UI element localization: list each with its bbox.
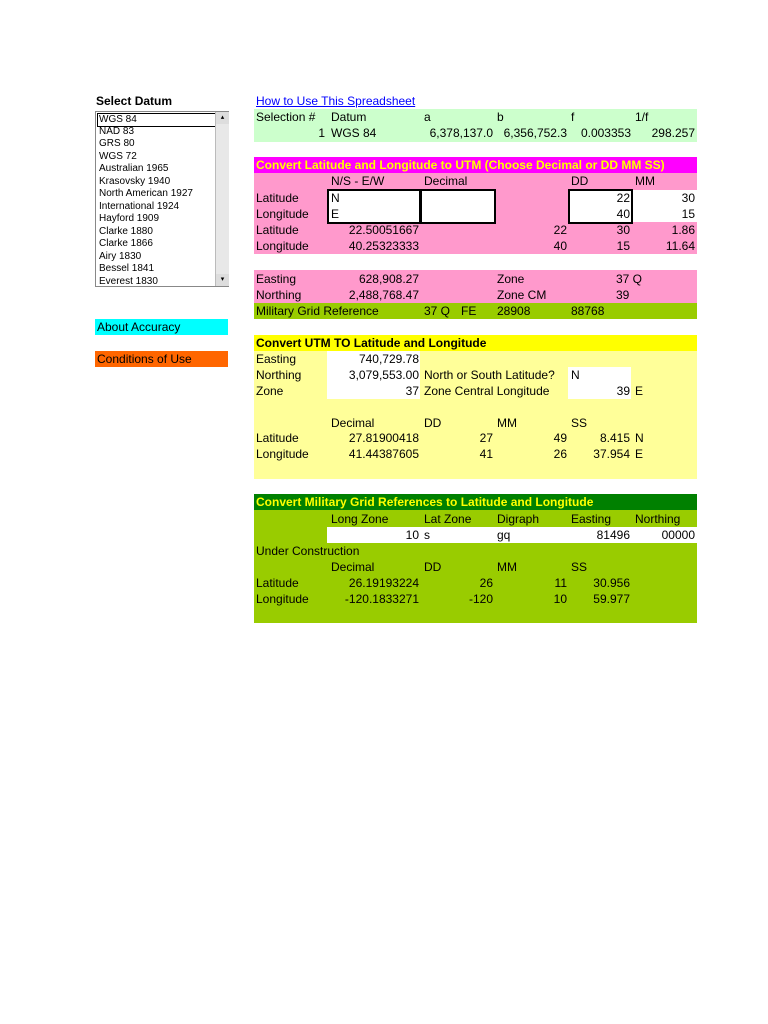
datum-option[interactable]: NAD 83 xyxy=(99,126,135,137)
datum-option[interactable]: WGS 84 xyxy=(99,114,137,125)
col-header-lat-zone: Lat Zone xyxy=(424,512,472,526)
zone-value: 37 Q xyxy=(616,272,643,286)
zone-cm-label: Zone CM xyxy=(497,288,547,302)
latitude-dd-input[interactable]: 22 xyxy=(616,191,630,205)
easting-label: Easting xyxy=(256,272,297,286)
result-longitude-dir: E xyxy=(635,447,644,461)
col-header-b: b xyxy=(497,110,504,124)
utm-to-ll-title: Convert UTM TO Latitude and Longitude xyxy=(256,336,487,350)
col-header-a: a xyxy=(424,110,431,124)
mgr-latitude-decimal: 26.19193224 xyxy=(348,576,419,590)
longitude-label: Longitude xyxy=(256,207,309,221)
longitude-decimal: 40.25323333 xyxy=(348,239,419,253)
lat-zone-input[interactable]: s xyxy=(424,528,430,542)
inverse-flattening: 298.257 xyxy=(651,126,695,140)
datum-option[interactable]: Clarke 1880 xyxy=(99,226,153,237)
longitude-ew-input[interactable]: E xyxy=(331,207,340,221)
utm-northing-label: Northing xyxy=(256,368,302,382)
col-header-f: f xyxy=(571,110,575,124)
zcl-label: Zone Central Longitude xyxy=(424,384,550,398)
longitude-ss: 11.64 xyxy=(665,239,695,253)
utm-zone-label: Zone xyxy=(256,384,284,398)
col-header-mm: MM xyxy=(635,174,655,188)
col-header-long-zone: Long Zone xyxy=(331,512,389,526)
northing-value: 2,488,768.47 xyxy=(348,288,419,302)
result-longitude-mm: 26 xyxy=(553,447,567,461)
col-header-dd: DD xyxy=(424,416,442,430)
col-header-decimal: Decimal xyxy=(424,174,468,188)
ll-to-utm-title: Convert Latitude and Longitude to UTM (Choose Decimal or DD MM SS) xyxy=(256,158,665,172)
selection-number[interactable]: 1 xyxy=(318,126,325,140)
mgr-longitude-ss: 59.977 xyxy=(593,592,630,606)
col-header-easting: Easting xyxy=(571,512,612,526)
col-header-dd: DD xyxy=(571,174,589,188)
col-header-nsew: N/S - E/W xyxy=(331,174,385,188)
zcl-direction: E xyxy=(635,384,644,398)
latitude-label: Latitude xyxy=(256,191,299,205)
datum-option[interactable]: Bessel 1841 xyxy=(99,263,155,274)
latitude-ns-input[interactable]: N xyxy=(331,191,340,205)
result-longitude-ss: 37.954 xyxy=(593,447,630,461)
col-header-mm: MM xyxy=(497,560,517,574)
datum-option[interactable]: GRS 80 xyxy=(99,138,135,149)
longitude-dd-input[interactable]: 40 xyxy=(616,207,630,221)
semi-major-axis: 6,378,137.0 xyxy=(429,126,493,140)
result-latitude-label: Latitude xyxy=(256,431,299,445)
utm-zone-input[interactable]: 37 xyxy=(405,384,419,398)
longitude-mm-input[interactable]: 15 xyxy=(681,207,695,221)
result-latitude-dd: 27 xyxy=(479,431,493,445)
scroll-down-arrow-icon[interactable]: ▾ xyxy=(216,274,229,286)
col-header-mm: MM xyxy=(497,416,517,430)
listbox-scrollbar[interactable] xyxy=(215,112,229,286)
zone-label: Zone xyxy=(497,272,525,286)
col-header-dd: DD xyxy=(424,560,442,574)
col-header-decimal: Decimal xyxy=(331,560,375,574)
long-zone-input[interactable]: 10 xyxy=(405,528,419,542)
col-header-ss: SS xyxy=(571,416,588,430)
mgr-longitude-label: Longitude xyxy=(256,592,309,606)
col-header-ss: SS xyxy=(571,560,588,574)
longitude-label: Longitude xyxy=(256,239,309,253)
mgr-latitude-label: Latitude xyxy=(256,576,299,590)
northing-label: Northing xyxy=(256,288,302,302)
about-accuracy-button[interactable] xyxy=(95,319,228,335)
datum-option[interactable]: North American 1927 xyxy=(99,188,193,199)
latitude-dd: 22 xyxy=(553,223,567,237)
utm-easting-input[interactable]: 740,729.78 xyxy=(358,352,419,366)
mgr-latitude-ss: 30.956 xyxy=(593,576,630,590)
result-longitude-dd: 41 xyxy=(479,447,493,461)
digraph-input[interactable]: gq xyxy=(497,528,511,542)
mgr-northing: 88768 xyxy=(571,304,605,318)
mgr-easting: 28908 xyxy=(497,304,531,318)
decimal-input-box[interactable] xyxy=(420,189,496,224)
datum-name: WGS 84 xyxy=(331,126,377,140)
latitude-label: Latitude xyxy=(256,223,299,237)
mgr-easting-input[interactable]: 81496 xyxy=(596,528,630,542)
conditions-of-use-button[interactable] xyxy=(95,351,228,367)
result-latitude-mm: 49 xyxy=(553,431,567,445)
col-header-digraph: Digraph xyxy=(497,512,540,526)
conditions-of-use-label: Conditions of Use xyxy=(97,352,192,366)
datum-option[interactable]: WGS 72 xyxy=(99,151,137,162)
easting-value: 628,908.27 xyxy=(358,272,419,286)
result-longitude-decimal: 41.44387605 xyxy=(348,447,419,461)
utm-easting-label: Easting xyxy=(256,352,297,366)
longitude-dd: 40 xyxy=(553,239,567,253)
mgr-longitude-mm: 10 xyxy=(553,592,567,606)
zone-cm-value: 39 xyxy=(616,288,630,302)
mgr-longitude-dd: -120 xyxy=(468,592,493,606)
col-header-decimal: Decimal xyxy=(331,416,375,430)
mgr-label: Military Grid Reference xyxy=(256,304,379,318)
zcl-value: 39 xyxy=(616,384,630,398)
result-longitude-label: Longitude xyxy=(256,447,309,461)
datum-option[interactable]: Krasovsky 1940 xyxy=(99,176,171,187)
col-header-inverse-f: 1/f xyxy=(635,110,649,124)
hemisphere-input[interactable]: N xyxy=(571,368,580,382)
latitude-mm: 30 xyxy=(616,223,630,237)
latitude-ss: 1.86 xyxy=(671,223,695,237)
select-datum-title: Select Datum xyxy=(96,94,173,108)
semi-minor-axis: 6,356,752.3 xyxy=(503,126,567,140)
how-to-use-link[interactable]: How to Use This Spreadsheet xyxy=(256,94,416,108)
result-latitude-ss: 8.415 xyxy=(599,431,630,445)
scroll-up-arrow-icon[interactable]: ▴ xyxy=(216,112,229,124)
about-accuracy-label: About Accuracy xyxy=(97,320,181,334)
mgr-latitude-dd: 26 xyxy=(479,576,493,590)
col-header-datum: Datum xyxy=(331,110,367,124)
mgr-longitude-decimal: -120.1833271 xyxy=(344,592,419,606)
mgr-digraph: FE xyxy=(461,304,477,318)
datum-option[interactable]: Hayford 1909 xyxy=(99,213,160,224)
result-latitude-dir: N xyxy=(635,431,644,445)
datum-option[interactable]: Clarke 1866 xyxy=(99,238,153,249)
latitude-mm-input[interactable]: 30 xyxy=(681,191,695,205)
datum-option[interactable]: Everest 1830 xyxy=(99,276,158,287)
longitude-mm: 15 xyxy=(616,239,630,253)
flattening: 0.003353 xyxy=(580,126,631,140)
col-header-northing: Northing xyxy=(635,512,681,526)
mgr-latitude-mm: 11 xyxy=(554,576,567,590)
datum-option[interactable]: Airy 1830 xyxy=(99,251,142,262)
col-header-selection: Selection # xyxy=(256,110,316,124)
datum-option[interactable]: International 1924 xyxy=(99,201,180,212)
under-construction-note: Under Construction xyxy=(256,544,360,558)
utm-northing-input[interactable]: 3,079,553.00 xyxy=(348,368,419,382)
mgr-zone: 37 Q xyxy=(424,304,451,318)
mgr-to-ll-title: Convert Military Grid References to Latitude and Longitude xyxy=(256,495,594,509)
datum-option[interactable]: Australian 1965 xyxy=(99,163,169,174)
nsew-input-box[interactable] xyxy=(327,189,421,224)
latitude-decimal: 22.50051667 xyxy=(348,223,419,237)
result-latitude-decimal: 27.81900418 xyxy=(348,431,419,445)
mgr-northing-input[interactable]: 00000 xyxy=(661,528,695,542)
hemisphere-label: North or South Latitude? xyxy=(424,368,555,382)
